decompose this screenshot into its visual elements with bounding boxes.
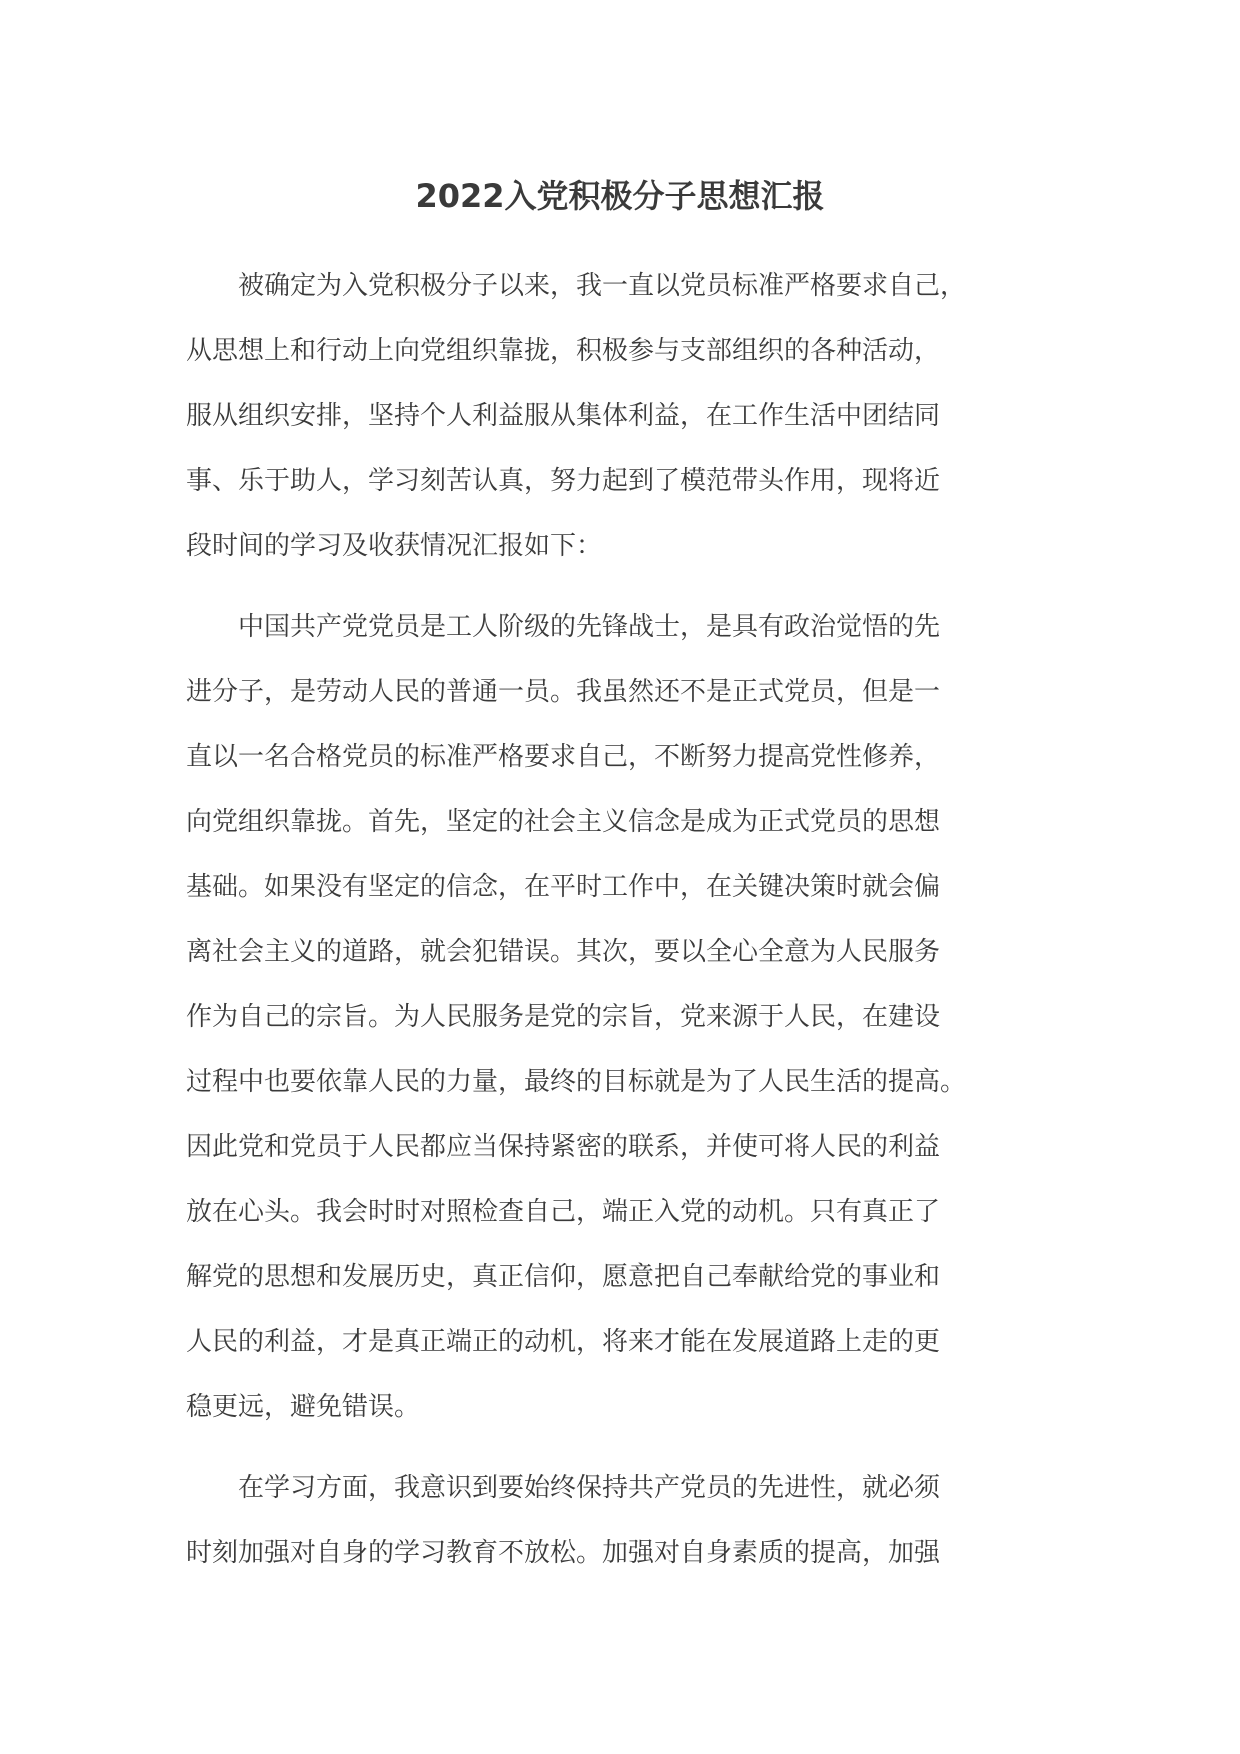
paragraph-line: 向党组织靠拢。首先，坚定的社会主义信念是成为正式党员的思想 <box>186 807 941 837</box>
paragraph-line: 段时间的学习及收获情况汇报如下： <box>186 531 603 561</box>
paragraph-line: 被确定为入党积极分子以来，我一直以党员标准严格要求自己， <box>238 271 967 301</box>
paragraph-line: 离社会主义的道路，就会犯错误。其次，要以全心全意为人民服务 <box>186 937 941 967</box>
paragraph-line: 在学习方面，我意识到要始终保持共产党员的先进性，就必须 <box>238 1473 941 1503</box>
paragraph-line: 稳更远，避免错误。 <box>186 1392 421 1422</box>
paragraph-line: 直以一名合格党员的标准严格要求自己，不断努力提高党性修养， <box>186 742 941 772</box>
paragraph-line: 放在心头。我会时时对照检查自己，端正入党的动机。只有真正了 <box>186 1197 941 1227</box>
paragraph-line: 从思想上和行动上向党组织靠拢，积极参与支部组织的各种活动， <box>186 336 941 366</box>
paragraph-1 <box>186 254 1086 579</box>
paragraph-line: 基础。如果没有坚定的信念，在平时工作中，在关键决策时就会偏 <box>186 872 941 902</box>
paragraph-line: 解党的思想和发展历史，真正信仰，愿意把自己奉献给党的事业和 <box>186 1262 941 1292</box>
paragraph-3 <box>186 1456 1086 1586</box>
paragraph-line: 事、乐于助人，学习刻苦认真，努力起到了模范带头作用，现将近 <box>186 466 941 496</box>
document-title: 2022入党积极分子思想汇报 <box>415 177 825 215</box>
paragraph-line: 因此党和党员于人民都应当保持紧密的联系，并使可将人民的利益 <box>186 1132 941 1162</box>
paragraph-line: 过程中也要依靠人民的力量，最终的目标就是为了人民生活的提高。 <box>186 1067 967 1097</box>
paragraph-line: 作为自己的宗旨。为人民服务是党的宗旨，党来源于人民，在建设 <box>186 1002 941 1032</box>
paragraph-line: 时刻加强对自身的学习教育不放松。加强对自身素质的提高，加强 <box>186 1538 941 1568</box>
paragraph-2 <box>186 595 1086 1440</box>
paragraph-line: 中国共产党党员是工人阶级的先锋战士，是具有政治觉悟的先 <box>238 612 941 642</box>
document-body <box>186 254 1086 1602</box>
paragraph-line: 服从组织安排，坚持个人利益服从集体利益，在工作生活中团结同 <box>186 401 941 431</box>
paragraph-line: 进分子，是劳动人民的普通一员。我虽然还不是正式党员，但是一 <box>186 677 941 707</box>
paragraph-line: 人民的利益，才是真正端正的动机，将来才能在发展道路上走的更 <box>186 1327 941 1357</box>
